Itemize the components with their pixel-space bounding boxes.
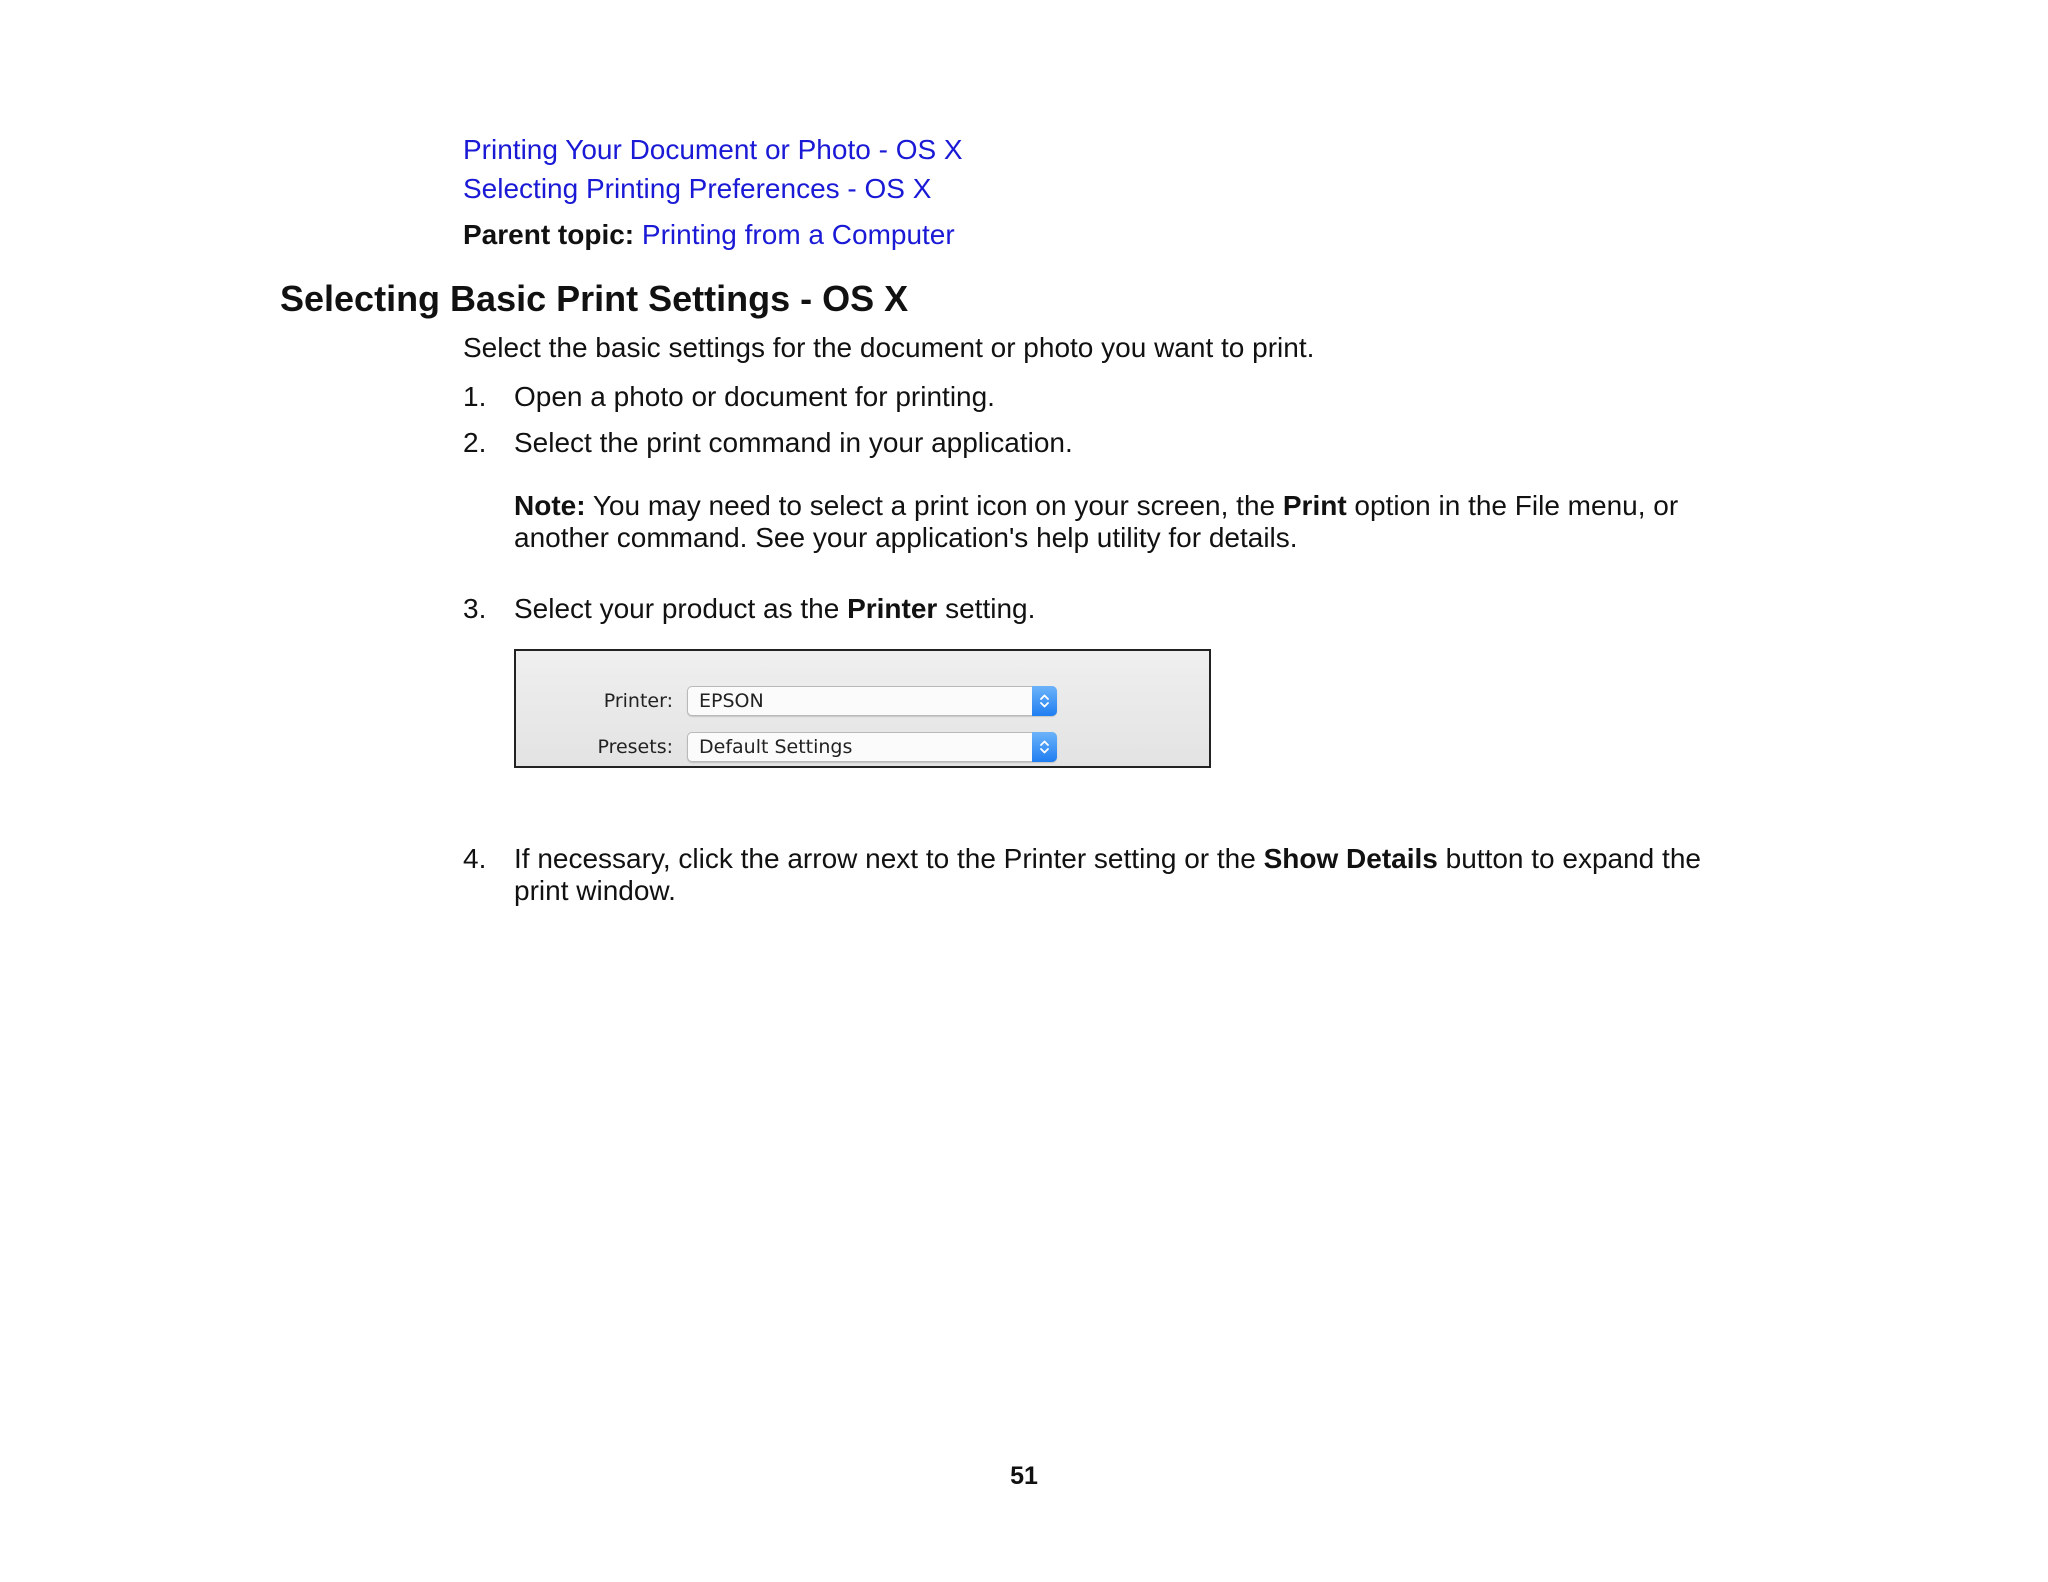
note-label: Note: — [514, 490, 586, 521]
note-text-end: option in the File menu, or another command. See your application's help utility for details. — [514, 490, 1679, 553]
link-printing-from-a-computer[interactable]: Printing from a Computer — [641, 219, 955, 250]
step-text — [514, 593, 1754, 625]
presets-label: Presets: — [597, 736, 673, 758]
printer-value: EPSON — [699, 690, 764, 712]
up-down-chevron-icon — [1032, 732, 1057, 762]
step-number: 4. — [463, 843, 487, 874]
step-text-end: button to expand the print window. — [514, 843, 1701, 906]
page-number: 51 — [1010, 1462, 1038, 1490]
printer-label: Printer: — [603, 690, 673, 712]
related-links — [463, 130, 963, 208]
step-number: 3. — [463, 593, 487, 624]
printer-row — [516, 686, 1209, 718]
step-text-end: setting. — [937, 593, 1036, 624]
printer-popup[interactable] — [687, 686, 1057, 716]
presets-row — [516, 732, 1209, 764]
parent-topic — [463, 217, 955, 253]
print-dialog-screenshot — [514, 649, 1211, 768]
step-text — [514, 843, 1754, 907]
note — [514, 490, 1754, 554]
link-selecting-printing-preferences[interactable]: Selecting Printing Preferences - OS X — [463, 173, 932, 204]
note-bold-print: Print — [1282, 490, 1347, 521]
step-text-start: Select your product as the — [514, 593, 848, 624]
section-title: Selecting Basic Print Settings - OS X — [280, 278, 909, 319]
intro-paragraph: Select the basic settings for the document or photo you want to print. — [463, 332, 1315, 363]
step-bold-printer: Printer — [847, 593, 938, 624]
step-number: 1. — [463, 381, 487, 412]
step-number: 2. — [463, 427, 487, 458]
step-bold-show-details: Show Details — [1263, 843, 1438, 874]
step-text-start: If necessary, click the arrow next to the Printer setting or the — [514, 843, 1264, 874]
note-text-start: You may need to select a print icon on your screen, the — [585, 490, 1283, 521]
step-text: Select the print command in your application. — [514, 427, 1073, 458]
link-printing-your-document[interactable]: Printing Your Document or Photo - OS X — [463, 134, 963, 165]
presets-popup[interactable] — [687, 732, 1057, 762]
step-text: Open a photo or document for printing. — [514, 381, 995, 412]
parent-topic-label: Parent topic: — [463, 219, 635, 250]
presets-value: Default Settings — [699, 736, 853, 758]
up-down-chevron-icon — [1032, 686, 1057, 716]
